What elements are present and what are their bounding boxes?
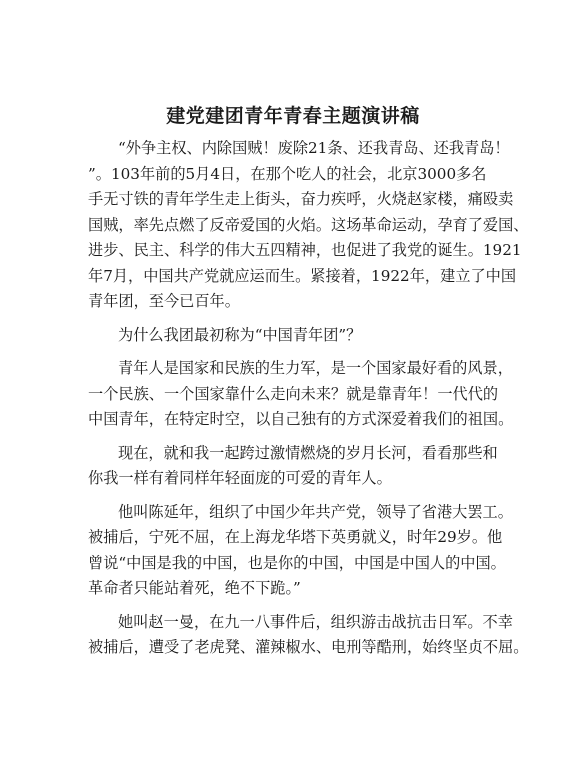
paragraph-line: 青年人是国家和民族的生力军，是一个国家最好看的风景， xyxy=(118,359,513,377)
document-body xyxy=(88,136,529,669)
document-title: 建党建团青年青春主题演讲稿 xyxy=(166,105,420,127)
paragraph-line: 革命者只能站着死，绝不下跪。” xyxy=(88,579,301,597)
paragraph-line: 年7月，中国共产党就应运而生。紧接着，1922年，建立了中国 xyxy=(88,266,517,285)
paragraph-line: 国贼，率先点燃了反帝爱国的火焰。这场革命运动，孕育了爱国、 xyxy=(88,215,529,234)
paragraph xyxy=(88,441,506,492)
paragraph-line: 手无寸铁的青年学生走上街头，奋力疾呼，火烧赵家楼，痛殴卖 xyxy=(88,190,514,208)
paragraph-line: 青年团，至今已百年。 xyxy=(88,292,240,310)
paragraph-line: 为什么我团最初称为“中国青年团”？ xyxy=(118,325,362,344)
paragraph xyxy=(88,500,513,602)
paragraph-line: 她叫赵一曼，在九一八事件后，组织游击战抗击日军。不幸 xyxy=(118,612,513,631)
paragraph xyxy=(88,136,529,315)
paragraph-line: 被捕后，遭受了老虎凳、灌辣椒水、电刑等酷刑，始终坚贞不屈。 xyxy=(88,638,529,656)
paragraph-line: 一个民族、一个国家靠什么走向未来？就是靠青年！一代代的 xyxy=(88,384,499,403)
paragraph-line: 中国青年，在特定时空，以自己独有的方式深爱着我们的祖国。 xyxy=(88,410,514,428)
paragraph-line: 现在，就和我一起跨过激情燃烧的岁月长河，看看那些和 xyxy=(118,443,498,462)
paragraph-line: “外争主权、内除国贼！废除21条、还我青岛、还我青岛！ xyxy=(118,139,510,157)
paragraph-line: 你我一样有着同样年轻面庞的可爱的青年人。 xyxy=(88,469,392,487)
paragraph xyxy=(88,356,514,433)
paragraph xyxy=(88,323,506,349)
paragraph-line: 他叫陈延年，组织了中国少年共产党，领导了省港大罢工。 xyxy=(118,502,513,521)
paragraph-line: 被捕后，宁死不屈，在上海龙华塔下英勇就义，时年29岁。他 xyxy=(88,528,503,546)
paragraph-line: ”。103年前的5月4日，在那个吃人的社会，北京3000多名 xyxy=(88,164,487,183)
paragraph-line: 进步、民主、科学的伟大五四精神，也促进了我党的诞生。1921 xyxy=(88,241,522,259)
paragraph-line: 曾说“中国是我的中国，也是你的中国，中国是中国人的中国。 xyxy=(88,553,506,572)
paragraph xyxy=(88,610,529,661)
